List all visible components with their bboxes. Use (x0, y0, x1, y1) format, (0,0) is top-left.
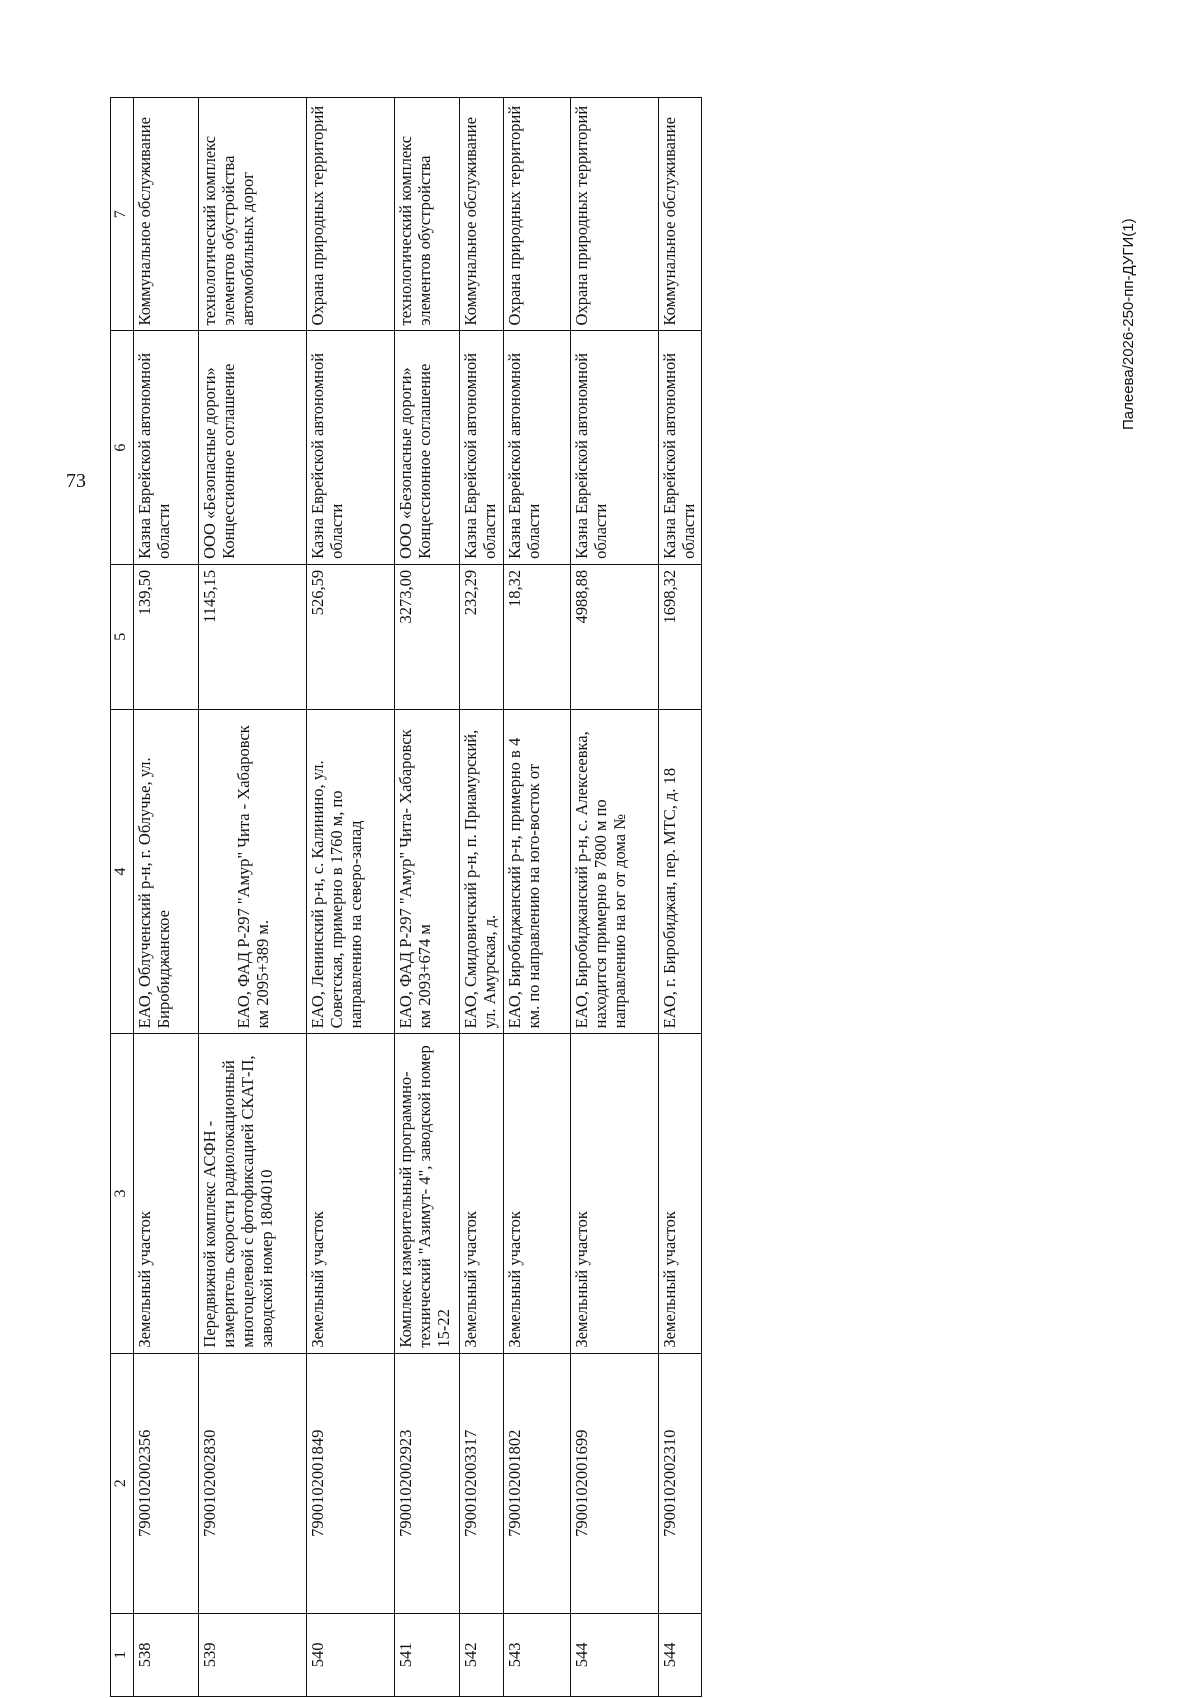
col-header: 4 (111, 709, 134, 1034)
col-header: 7 (111, 98, 134, 331)
object-address: ЕАО, г. Биробиджан, пер. МТС, д. 18 (659, 709, 702, 1034)
object-area: 3273,00 (395, 564, 460, 709)
object-purpose: Охрана природных территорий (504, 98, 571, 331)
table-row (307, 98, 395, 1697)
object-address: ЕАО, ФАД Р-297 "Амур" Чита - Хабаровск км 2095+389 м. (199, 709, 307, 1034)
registry-code: 7900102002310 (659, 1353, 702, 1613)
row-number: 538 (134, 1613, 199, 1696)
row-number: 544 (571, 1613, 659, 1696)
col-header: 3 (111, 1034, 134, 1353)
row-number: 544 (659, 1613, 702, 1696)
object-purpose: Коммунальное обслуживание (460, 98, 504, 331)
table-row (460, 98, 504, 1697)
object-purpose: Охрана природных территорий (307, 98, 395, 331)
object-purpose: Коммунальное обслуживание (134, 98, 199, 331)
object-area: 526,59 (307, 564, 395, 709)
table-row (395, 98, 460, 1697)
object-owner: Казна Еврейской автономной области (134, 331, 199, 564)
object-address: ЕАО, Смидовичский р-н, п. Приамурский, ул. Амурская, д. (460, 709, 504, 1034)
table-row (571, 98, 659, 1697)
object-area: 18,32 (504, 564, 571, 709)
object-owner: Казна Еврейской автономной области (504, 331, 571, 564)
object-address: ЕАО, ФАД Р-297 "Амур" Чита- Хабаровск км 2093+674 м (395, 709, 460, 1034)
registry-code: 7900102001802 (504, 1353, 571, 1613)
row-number: 540 (307, 1613, 395, 1696)
col-header: 2 (111, 1353, 134, 1613)
row-number: 539 (199, 1613, 307, 1696)
object-purpose: технологический комплекс элементов обустройства (395, 98, 460, 331)
registry-code: 7900102002830 (199, 1353, 307, 1613)
object-area: 1698,32 (659, 564, 702, 709)
table-row (199, 98, 307, 1697)
object-owner: Казна Еврейской автономной области (659, 331, 702, 564)
object-address: ЕАО, Биробиджанский р-н, с. Алексеевка, находится примерно в 7800 м по направлению на юг от дома № (571, 709, 659, 1034)
object-owner: Казна Еврейской автономной области (307, 331, 395, 564)
col-header: 1 (111, 1613, 134, 1696)
col-header: 6 (111, 331, 134, 564)
object-address: ЕАО, Ленинский р-н, с. Калинино, ул. Советская, примерно в 1760 м, по направлению на северо-запад (307, 709, 395, 1034)
object-area: 4988,88 (571, 564, 659, 709)
registry-code: 7900102002356 (134, 1353, 199, 1613)
object-name: Земельный участок (571, 1034, 659, 1353)
rotated-table-area (110, 97, 1110, 1697)
page-number: 73 (66, 470, 86, 492)
table-row (504, 98, 571, 1697)
document-code-text: Палеева/2026-250-пп-ДУГИ(1) (1120, 218, 1137, 430)
header-row (111, 98, 134, 1697)
object-area: 232,29 (460, 564, 504, 709)
object-purpose: технологический комплекс элементов обустройства автомобильных дорог (199, 98, 307, 331)
object-name: Земельный участок (460, 1034, 504, 1353)
object-address: ЕАО, Биробиджанский р-н, примерно в 4 км. по направлению на юго-восток от (504, 709, 571, 1034)
row-number: 542 (460, 1613, 504, 1696)
object-owner: ООО «Безопасные дороги» Концессионное соглашение (395, 331, 460, 564)
object-name: Земельный участок (134, 1034, 199, 1353)
object-name: Земельный участок (659, 1034, 702, 1353)
object-area: 1145,15 (199, 564, 307, 709)
object-owner: Казна Еврейской автономной области (460, 331, 504, 564)
object-name: Передвижной комплекс АСФН - измеритель скорости радиолокационный многоцелевой с фотофиксацией СКАТ-П, заводской номер 1804010 (199, 1034, 307, 1353)
row-number: 543 (504, 1613, 571, 1696)
col-header: 5 (111, 564, 134, 709)
registry-code: 7900102001699 (571, 1353, 659, 1613)
object-name: Земельный участок (504, 1034, 571, 1353)
object-purpose: Коммунальное обслуживание (659, 98, 702, 331)
object-owner: ООО «Безопасные дороги» Концессионное соглашение (199, 331, 307, 564)
object-name: Комплекс измерительный программно-технический "Азимут- 4", заводской номер 15-22 (395, 1034, 460, 1353)
registry-code: 7900102002923 (395, 1353, 460, 1613)
row-number: 541 (395, 1613, 460, 1696)
table-row (134, 98, 199, 1697)
object-name: Земельный участок (307, 1034, 395, 1353)
object-purpose: Охрана природных территорий (571, 98, 659, 331)
registry-code: 7900102003317 (460, 1353, 504, 1613)
object-owner: Казна Еврейской автономной области (571, 331, 659, 564)
table-row (659, 98, 702, 1697)
registry-code: 7900102001849 (307, 1353, 395, 1613)
property-table (110, 97, 702, 1697)
object-area: 139,50 (134, 564, 199, 709)
object-address: ЕАО, Облученский р-н, г. Облучье, ул. Биробиджанское (134, 709, 199, 1034)
document-code (1118, 110, 1148, 430)
